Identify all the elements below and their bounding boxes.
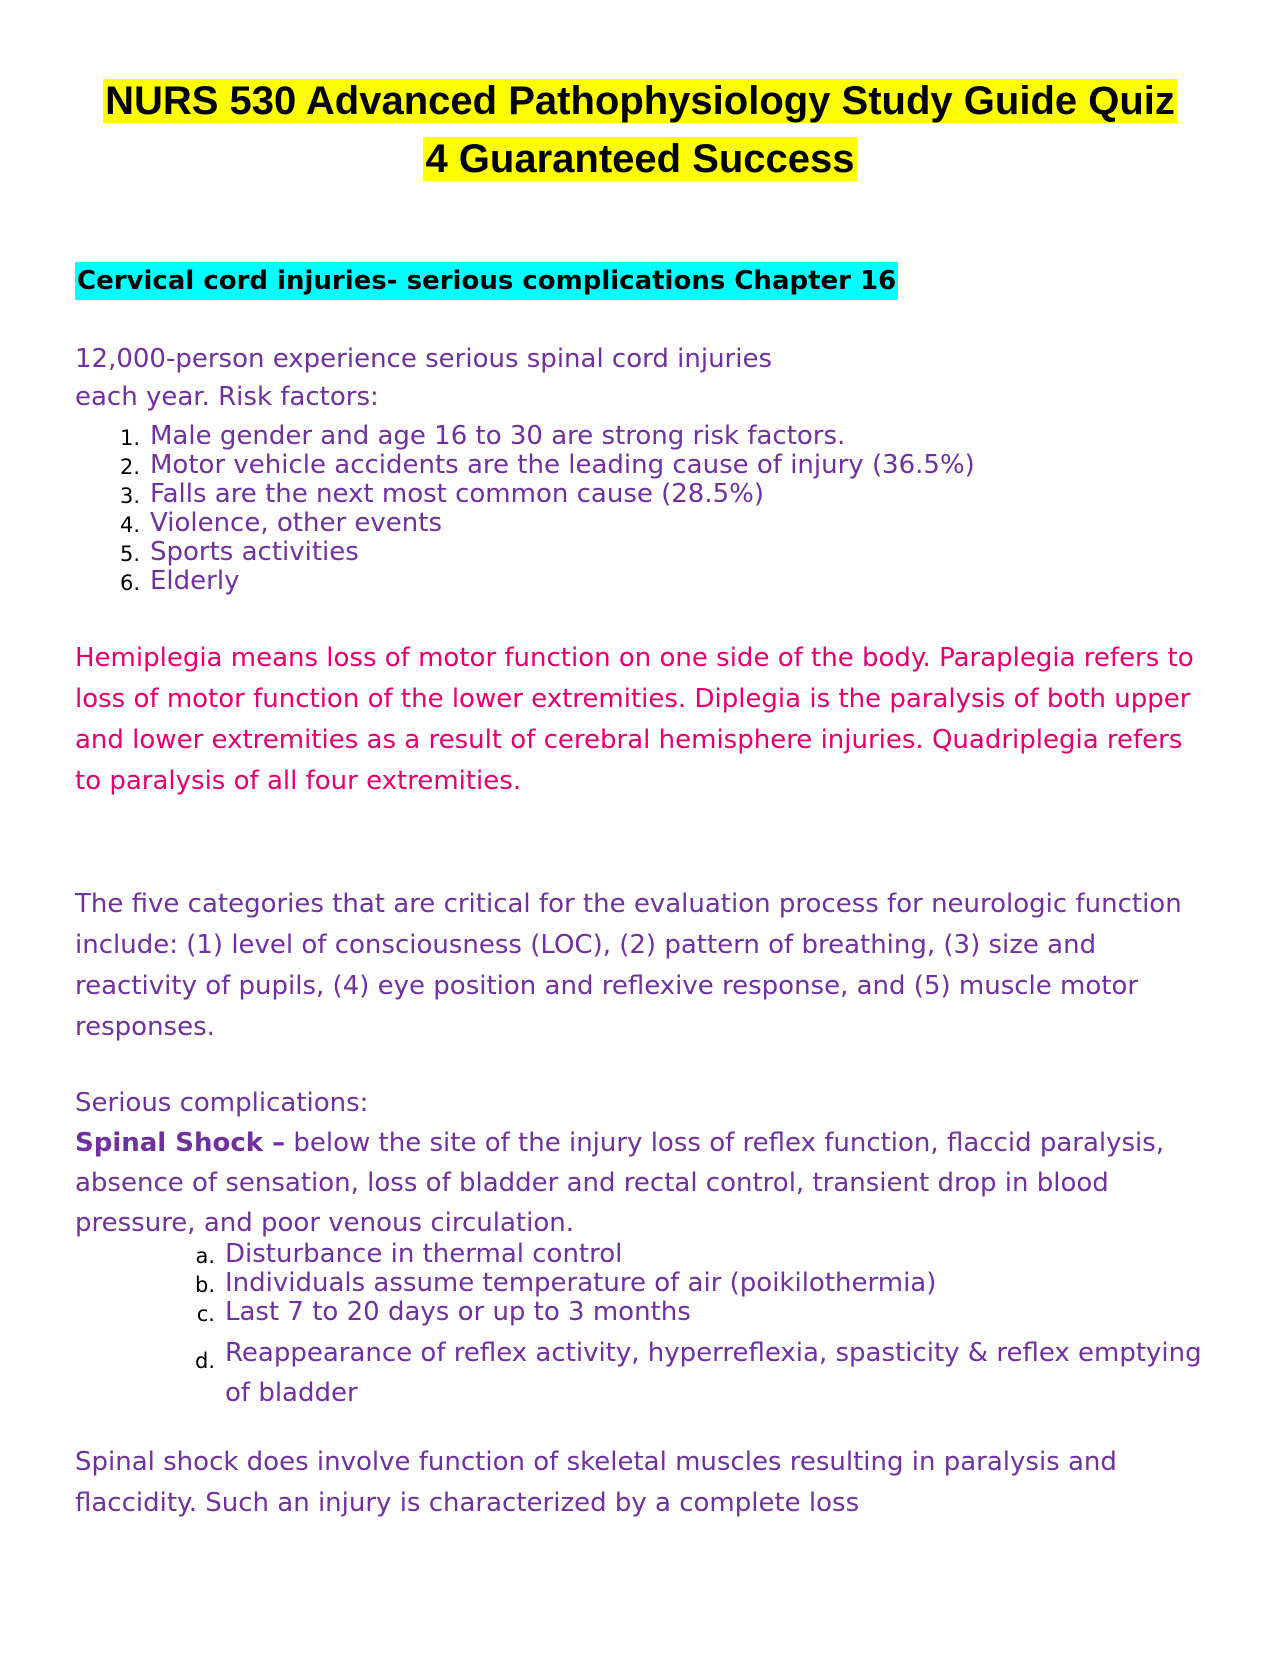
list-marker: 3. [119, 484, 140, 508]
list-item-text: Last 7 to 20 days or up to 3 months [225, 1297, 691, 1327]
list-item-text: Sports activities [150, 537, 359, 567]
list-item-text: Reappearance of reflex activity, hyperreflexia, spasticity & reflex emptying of bladder [225, 1338, 1202, 1408]
spinal-shock-term: Spinal Shock – [75, 1128, 286, 1158]
section-heading: Cervical cord injuries- serious complications Chapter 16 [75, 262, 898, 300]
list-item-text: Male gender and age 16 to 30 are strong risk factors. [150, 421, 846, 451]
list-item [119, 450, 1150, 480]
list-item [194, 1268, 1205, 1298]
spinal-shock-list [194, 1239, 1205, 1413]
complications-label: Serious complications: [75, 1088, 369, 1118]
list-item [119, 566, 1150, 596]
complications-paragraph [75, 1083, 1215, 1243]
intro-line-2: each year. Risk factors: [75, 382, 379, 412]
list-item [119, 421, 1150, 451]
list-item-text: Falls are the next most common cause (28.5%) [150, 479, 765, 509]
list-marker: 4. [119, 513, 140, 537]
list-marker: 1. [119, 426, 140, 450]
list-item [195, 1239, 1205, 1269]
intro-line-1: 12,000-person experience serious spinal cord injuries [75, 344, 772, 374]
list-item [194, 1333, 1205, 1413]
list-item [196, 1297, 1205, 1327]
list-marker: b. [194, 1273, 215, 1297]
risk-factor-list [119, 421, 1150, 596]
list-item [119, 537, 1150, 567]
title-line-1: NURS 530 Advanced Pathophysiology Study Guide Quiz [105, 79, 1175, 123]
page-title [40, 72, 1240, 188]
list-item-text: Motor vehicle accidents are the leading cause of injury (36.5%) [150, 450, 975, 480]
list-marker: a. [195, 1244, 215, 1268]
list-marker: 6. [119, 571, 140, 595]
closing-paragraph: Spinal shock does involve function of skeletal muscles resulting in paralysis and flaccidity. Such an injury is characterized by a complete loss [75, 1447, 1117, 1518]
spinal-shock-text: below the site of the injury loss of reflex function, flaccid paralysis, absence of sensation, loss of bladder and rectal control, transient drop in blood pressure, and poor venous circulation. [75, 1128, 1165, 1238]
list-marker: 2. [119, 455, 140, 479]
intro-paragraph [75, 340, 1215, 416]
list-item [119, 479, 1150, 509]
evaluation-paragraph: The five categories that are critical for the evaluation process for neurologic function include: (1) level of consciousness (LOC), (2) pattern of breathing, (3) size and reactivity of pupils, (4) eye position and reflexive response, and (5) muscle motor responses. [75, 889, 1182, 1042]
list-marker: c. [196, 1302, 215, 1326]
list-item-text: Disturbance in thermal control [225, 1239, 623, 1269]
list-marker: d. [194, 1349, 215, 1373]
list-marker: 5. [119, 542, 140, 566]
list-item-text: Violence, other events [150, 508, 442, 538]
title-line-2: 4 Guaranteed Success [425, 137, 855, 181]
list-item [119, 508, 1150, 538]
list-item-text: Individuals assume temperature of air (poikilothermia) [225, 1268, 937, 1298]
list-item-text: Elderly [150, 566, 240, 596]
paralysis-definitions-paragraph: Hemiplegia means loss of motor function on one side of the body. Paraplegia refers to loss of motor function of the lower extremities. Diplegia is the paralysis of both upper and lower extremities as a result of cerebral hemisphere injuries. Quadriplegia refers to paralysis of all four extremities. [75, 643, 1194, 796]
